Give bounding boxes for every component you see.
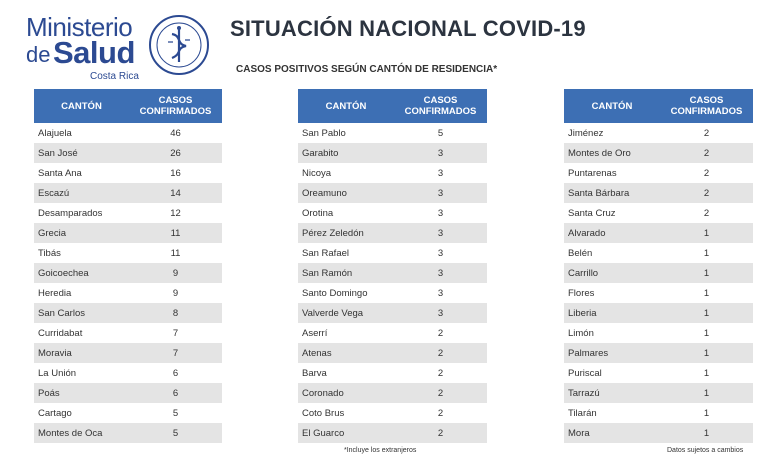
table-row: [564, 303, 753, 323]
canton-table-2: [298, 89, 487, 443]
canton-name: Goicoechea: [38, 267, 89, 279]
canton-name: El Guarco: [302, 427, 345, 439]
canton-name: Valverde Vega: [302, 307, 364, 319]
casos-confirmados-value: 5: [437, 127, 444, 139]
note-extranjeros: *Incluye los extranjeros: [344, 447, 417, 454]
table-row: [564, 123, 753, 143]
table-row: [564, 183, 753, 203]
casos-confirmados-value: 2: [437, 347, 444, 359]
canton-name: Mora: [568, 427, 590, 439]
casos-confirmados-value: 2: [703, 207, 710, 219]
canton-name: Pérez Zeledón: [302, 227, 364, 239]
canton-name: Tarrazú: [568, 387, 600, 399]
table-row: [298, 243, 487, 263]
table-row: [298, 263, 487, 283]
table-row: [34, 263, 222, 283]
canton-name: Grecia: [38, 227, 66, 239]
table-row: [34, 123, 222, 143]
table-row: [298, 183, 487, 203]
table-row: [298, 403, 487, 423]
table-row: [34, 223, 222, 243]
table-header: [298, 89, 487, 123]
table-row: [564, 403, 753, 423]
casos-confirmados-value: 9: [172, 287, 179, 299]
canton-name: Carrillo: [568, 267, 599, 279]
canton-name: Curridabat: [38, 327, 83, 339]
casos-confirmados-value: 2: [437, 427, 444, 439]
table-row: [298, 303, 487, 323]
canton-name: Orotina: [302, 207, 334, 219]
canton-name: Santa Bárbara: [568, 187, 630, 199]
casos-confirmados-value: 1: [703, 367, 710, 379]
table-row: [34, 323, 222, 343]
header-casos-confirmados: CASOS CONFIRMADOS: [139, 95, 212, 117]
casos-confirmados-value: 2: [703, 147, 710, 159]
table-row: [564, 223, 753, 243]
canton-name: Belén: [568, 247, 593, 259]
table-row: [34, 283, 222, 303]
casos-confirmados-value: 1: [703, 247, 710, 259]
canton-name: Santa Cruz: [568, 207, 616, 219]
canton-name: Oreamuno: [302, 187, 347, 199]
table-row: [564, 283, 753, 303]
casos-confirmados-value: 1: [703, 227, 710, 239]
page-subtitle: CASOS POSITIVOS SEGÚN CANTÓN DE RESIDENCIA*: [236, 64, 498, 75]
casos-confirmados-value: 3: [437, 267, 444, 279]
casos-confirmados-value: 1: [703, 427, 710, 439]
table-row: [34, 243, 222, 263]
table-body: [34, 123, 222, 443]
table-row: [298, 143, 487, 163]
table-row: [298, 203, 487, 223]
casos-confirmados-value: 2: [703, 187, 710, 199]
canton-name: Flores: [568, 287, 595, 299]
logo-line-salud: Salud: [53, 35, 135, 70]
header-casos-confirmados: CASOS CONFIRMADOS: [670, 95, 743, 117]
casos-confirmados-value: 8: [172, 307, 179, 319]
table-row: [34, 143, 222, 163]
canton-name: San Carlos: [38, 307, 85, 319]
table-row: [298, 163, 487, 183]
canton-name: Puntarenas: [568, 167, 617, 179]
canton-name: La Unión: [38, 367, 77, 379]
table-row: [564, 203, 753, 223]
casos-confirmados-value: 1: [703, 347, 710, 359]
casos-confirmados-value: 1: [703, 407, 710, 419]
table-row: [298, 123, 487, 143]
canton-name: Liberia: [568, 307, 597, 319]
casos-confirmados-value: 7: [172, 327, 179, 339]
casos-confirmados-value: 3: [437, 307, 444, 319]
casos-confirmados-value: 3: [437, 287, 444, 299]
table-row: [34, 163, 222, 183]
casos-confirmados-value: 5: [172, 407, 179, 419]
table-row: [564, 423, 753, 443]
canton-name: Alvarado: [568, 227, 606, 239]
casos-confirmados-value: 2: [437, 407, 444, 419]
casos-confirmados-value: 1: [703, 267, 710, 279]
canton-name: Alajuela: [38, 127, 72, 139]
note-datos-sujetos-cambios: Datos sujetos a cambios: [667, 447, 744, 454]
page-title: SITUACIÓN NACIONAL COVID-19: [230, 16, 586, 41]
table-body: [564, 123, 753, 443]
casos-confirmados-value: 46: [170, 127, 181, 139]
table-row: [564, 163, 753, 183]
table-row: [34, 183, 222, 203]
table-row: [34, 423, 222, 443]
casos-confirmados-value: 3: [437, 247, 444, 259]
table-header: [564, 89, 753, 123]
canton-name: Coronado: [302, 387, 344, 399]
canton-name: Garabito: [302, 147, 339, 159]
canton-name: San Ramón: [302, 267, 353, 279]
casos-confirmados-value: 1: [703, 287, 710, 299]
table-row: [34, 203, 222, 223]
canton-name: Aserrí: [302, 327, 328, 339]
canton-name: Coto Brus: [302, 407, 345, 419]
table-row: [298, 223, 487, 243]
canton-table-1: [34, 89, 222, 443]
logo-line-ministerio: Ministerio: [26, 12, 133, 42]
table-row: [298, 323, 487, 343]
casos-confirmados-value: 11: [170, 247, 181, 259]
casos-confirmados-value: 2: [437, 387, 444, 399]
canton-name: Atenas: [302, 347, 332, 359]
header-canton: CANTÓN: [591, 100, 633, 112]
table-row: [34, 343, 222, 363]
table-row: [298, 383, 487, 403]
casos-confirmados-value: 2: [437, 327, 444, 339]
header-canton: CANTÓN: [325, 100, 367, 112]
table-row: [564, 263, 753, 283]
canton-name: Puriscal: [568, 367, 602, 379]
table-row: [564, 323, 753, 343]
table-row: [34, 383, 222, 403]
casos-confirmados-value: 3: [437, 187, 444, 199]
table-row: [298, 423, 487, 443]
table-row: [564, 243, 753, 263]
header-canton: CANTÓN: [61, 100, 102, 112]
casos-confirmados-value: 14: [170, 187, 181, 199]
canton-name: San Pablo: [302, 127, 346, 139]
casos-confirmados-value: 1: [703, 387, 710, 399]
casos-confirmados-value: 1: [703, 327, 710, 339]
casos-confirmados-value: 5: [172, 427, 179, 439]
table-row: [564, 363, 753, 383]
casos-confirmados-value: 11: [170, 227, 181, 239]
casos-confirmados-value: 12: [170, 207, 181, 219]
canton-name: Desamparados: [38, 207, 103, 219]
casos-confirmados-value: 2: [437, 367, 444, 379]
table-row: [564, 343, 753, 363]
table-row: [298, 343, 487, 363]
table-row: [564, 383, 753, 403]
table-row: [298, 363, 487, 383]
ministerio-salud-logo: [26, 12, 144, 80]
ministerio-salud-seal-icon: [148, 14, 210, 76]
casos-confirmados-value: 6: [172, 387, 179, 399]
canton-name: Montes de Oro: [568, 147, 631, 159]
canton-name: Limón: [568, 327, 594, 339]
canton-name: Montes de Oca: [38, 427, 103, 439]
canton-name: Cartago: [38, 407, 72, 419]
canton-name: Moravia: [38, 347, 72, 359]
casos-confirmados-value: 16: [170, 167, 181, 179]
canton-name: Poás: [38, 387, 60, 399]
canton-name: Jiménez: [568, 127, 604, 139]
canton-name: Palmares: [568, 347, 609, 359]
canton-name: Heredia: [38, 287, 72, 299]
canton-table-3: [564, 89, 753, 443]
table-row: [34, 303, 222, 323]
casos-confirmados-value: 3: [437, 167, 444, 179]
casos-confirmados-value: 3: [437, 227, 444, 239]
canton-name: Escazú: [38, 187, 70, 199]
canton-name: Barva: [302, 367, 327, 379]
canton-name: San José: [38, 147, 78, 159]
logo-line-costa-rica: Costa Rica: [90, 71, 139, 82]
casos-confirmados-value: 26: [170, 147, 181, 159]
header-casos-confirmados: CASOS CONFIRMADOS: [404, 95, 477, 117]
casos-confirmados-value: 6: [172, 367, 179, 379]
canton-name: Nicoya: [302, 167, 332, 179]
casos-confirmados-value: 2: [703, 127, 710, 139]
canton-name: Tibás: [38, 247, 61, 259]
canton-name: Tilarán: [568, 407, 597, 419]
table-row: [298, 283, 487, 303]
canton-name: San Rafael: [302, 247, 350, 259]
casos-confirmados-value: 3: [437, 207, 444, 219]
casos-confirmados-value: 2: [703, 167, 710, 179]
casos-confirmados-value: 7: [172, 347, 179, 359]
table-row: [34, 363, 222, 383]
logo-line-de: de: [26, 42, 51, 67]
casos-confirmados-value: 1: [703, 307, 710, 319]
casos-confirmados-value: 3: [437, 147, 444, 159]
table-body: [298, 123, 487, 443]
canton-name: Santa Ana: [38, 167, 82, 179]
table-row: [564, 143, 753, 163]
table-row: [34, 403, 222, 423]
casos-confirmados-value: 9: [172, 267, 179, 279]
canton-name: Santo Domingo: [302, 287, 368, 299]
table-header: [34, 89, 222, 123]
